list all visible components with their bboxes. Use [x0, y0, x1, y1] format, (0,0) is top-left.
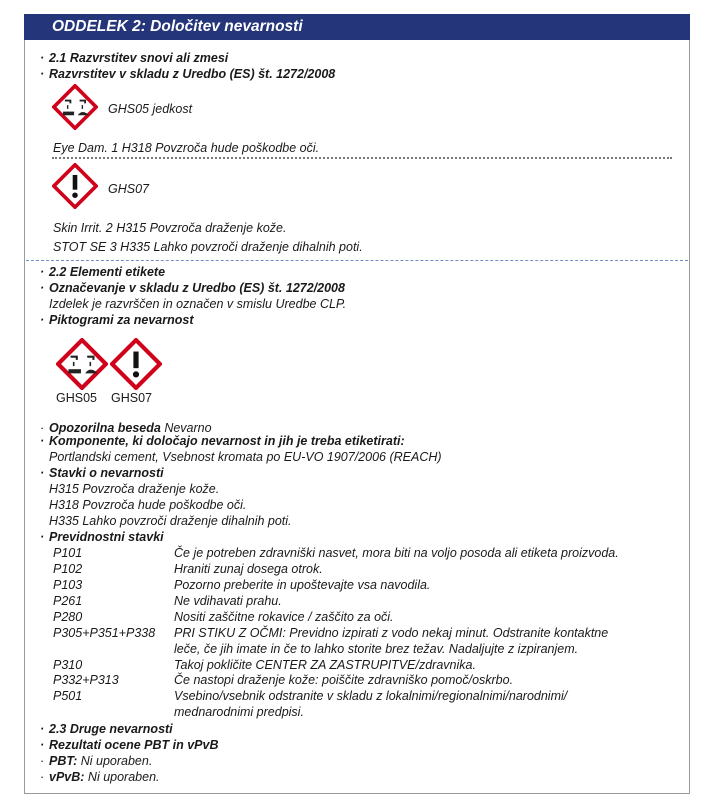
precaution-code: P280 [53, 610, 83, 624]
precaution-heading: · Previdnostni stavki [40, 530, 164, 544]
hazard-statement: H315 Povzroča draženje kože. [49, 482, 220, 496]
eye-dam-classification: Eye Dam. 1 H318 Povzroča hude poškodbe oči. [53, 141, 320, 155]
labelling-regulation: · Označevanje v skladu z Uredbo (ES) št. 1272/2008 [40, 281, 345, 295]
pictogram-ghs07-icon [110, 338, 162, 390]
precaution-text: leče, če jih imate in če to lahko storite brez težav. Nadaljujte z izpiranjem. [174, 642, 579, 656]
precaution-text: Hraniti zunaj dosega otrok. [174, 562, 323, 576]
ghs07-exclamation-icon [52, 163, 98, 209]
precaution-code: P102 [53, 562, 83, 576]
pictogram-ghs05-icon [56, 338, 108, 390]
precaution-code: P305+P351+P338 [53, 626, 156, 640]
precaution-text: Takoj pokličite CENTER ZA ZASTRUPITVE/zdravnika. [174, 658, 476, 672]
pbt-result: · PBT: Ni uporaben. [40, 754, 153, 768]
precaution-text: Če nastopi draženje kože: poiščite zdravniško pomoč/oskrbo. [174, 673, 514, 687]
hazard-statement: H335 Lahko povzroči draženje dihalnih poti. [49, 514, 292, 528]
section-title: ODDELEK 2: Določitev nevarnosti [24, 14, 690, 40]
precaution-text: Če je potreben zdravniški nasvet, mora biti na voljo posoda ali etiketa proizvoda. [174, 546, 619, 560]
heading-2-2: · 2.2 Elementi etikete [40, 265, 166, 279]
precaution-text: Nositi zaščitne rokavice / zaščito za oči. [174, 610, 394, 624]
ghs05-corrosion-icon [52, 84, 98, 130]
classification-regulation: · Razvrstitev v skladu z Uredbo (ES) št. 1272/2008 [40, 67, 336, 81]
dashed-divider [26, 260, 688, 261]
hazard-statement: H318 Povzroča hude poškodbe oči. [49, 498, 247, 512]
precaution-code: P103 [53, 578, 83, 592]
labelling-text: Izdelek je razvrščen in označen v smislu Uredbe CLP. [49, 297, 347, 311]
precaution-text: PRI STIKU Z OČMI: Previdno izpirati z vodo nekaj minut. Odstranite kontaktne [174, 626, 609, 640]
components-heading: · Komponente, ki določajo nevarnost in jih je treba etiketirati: [40, 434, 405, 448]
ghs05-label: GHS05 jedkost [108, 102, 193, 116]
pictogram-ghs07-label: GHS07 [111, 391, 152, 405]
ghs07-label: GHS07 [108, 182, 149, 196]
components-text: Portlandski cement, Vsebnost kromata po EU-VO 1907/2006 (REACH) [49, 450, 442, 464]
pbt-heading: · Rezultati ocene PBT in vPvB [40, 738, 219, 752]
vpvb-result: · vPvB: Ni uporaben. [40, 770, 160, 784]
pictogram-ghs05-label: GHS05 [56, 391, 97, 405]
skin-irrit-classification: Skin Irrit. 2 H315 Povzroča draženje kože. [53, 221, 287, 235]
precaution-code: P332+P313 [53, 673, 119, 687]
dotted-divider [52, 157, 672, 159]
hazard-heading: · Stavki o nevarnosti [40, 466, 164, 480]
precaution-text: Pozorno preberite in upoštevajte vsa navodila. [174, 578, 431, 592]
precaution-code: P101 [53, 546, 83, 560]
precaution-text: Vsebino/vsebnik odstranite v skladu z lokalnimi/regionalnimi/narodnimi/ [174, 689, 568, 703]
precaution-code: P310 [53, 658, 83, 672]
precaution-text: Ne vdihavati prahu. [174, 594, 282, 608]
precaution-code: P261 [53, 594, 83, 608]
heading-2-3: · 2.3 Druge nevarnosti [40, 722, 173, 736]
pictograms-heading: · Piktogrami za nevarnost [40, 313, 194, 327]
precaution-text: mednarodnimi predpisi. [174, 705, 304, 719]
precaution-code: P501 [53, 689, 83, 703]
signal-word: · Opozorilna beseda Nevarno [40, 421, 212, 435]
stot-classification: STOT SE 3 H335 Lahko povzroči draženje dihalnih poti. [53, 240, 363, 254]
heading-2-1: · 2.1 Razvrstitev snovi ali zmesi [40, 51, 229, 65]
